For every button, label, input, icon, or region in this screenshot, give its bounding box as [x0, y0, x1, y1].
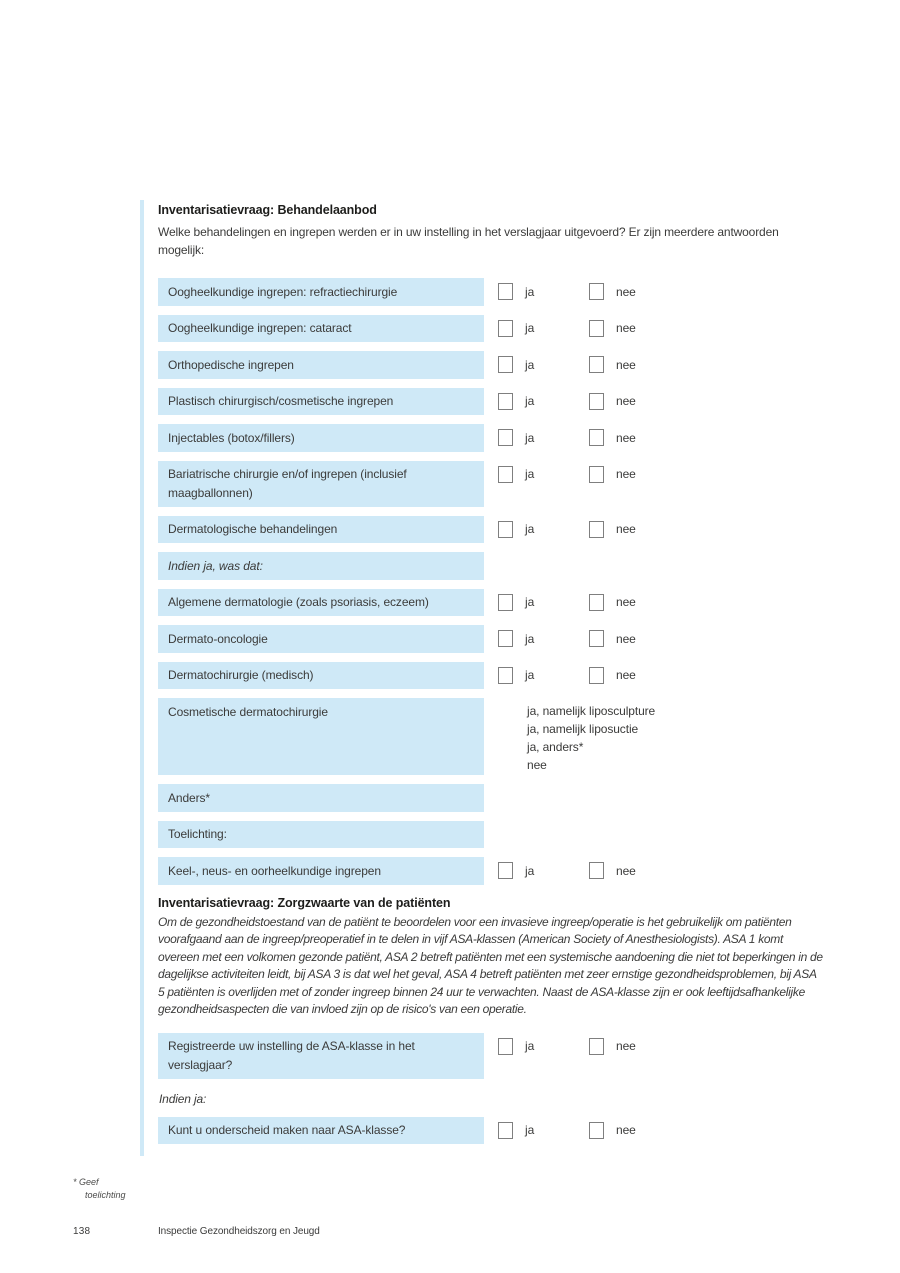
answer-ja: [498, 630, 589, 647]
checkbox-ja[interactable]: [498, 320, 513, 337]
checkbox-nee[interactable]: [589, 283, 604, 300]
footnote-line-1: [73, 1176, 126, 1189]
question-row: [158, 278, 823, 306]
question-label: Cosmetische dermatochirurgie: [158, 698, 484, 775]
footer-organization: Inspectie Gezondheidszorg en Jeugd: [158, 1226, 320, 1237]
answer-ja: [498, 320, 589, 337]
answer-ja: [498, 862, 589, 879]
answer-group: [498, 424, 680, 446]
answer-label-nee: nee: [616, 1123, 636, 1137]
answer-option: ja, anders*: [527, 740, 584, 754]
answer-label-nee: nee: [616, 863, 636, 878]
question-label: Injectables (botox/fillers): [158, 424, 484, 452]
checkbox-ja[interactable]: [498, 283, 513, 300]
answer-nee: [589, 320, 680, 337]
answer-ja: [498, 356, 589, 373]
checkbox-nee[interactable]: [589, 862, 604, 879]
answer-group: [498, 1117, 680, 1139]
answer-group: [498, 351, 680, 373]
answer-label-ja: ja: [525, 668, 535, 682]
question-label: Plastisch chirurgisch/cosmetische ingrepen: [158, 388, 484, 416]
section-intro-zorgzwaarte: Om de gezondheidstoestand van de patiënt te beoordelen voor een invasieve ingreep/operatie is het gebruikelijk om patiënten voorafgaand aan de ingreep/preoperatief in te delen in vijf ASA-klassen (American Society of Anesthesiologists). ASA 1 komt overeen met een volkomen gezonde patiënt, ASA 2 betreft patiënten met een systemische aandoening die niet tot beperkingen in de dagelijkse activiteiten leidt, bij ASA 3 is dat wel het geval, ASA 4 betreft patiënten met zeer ernstige gezondheidsproblemen, bij ASA 5 patiënten is overlijden met of zonder ingreep binnen 24 uur te verwachten. Naast de ASA-klasse zijn er ook leeftijdsafhankelijke gezondheidsaspecten die van invloed zijn op de risico's van een operatie.: [158, 914, 823, 1016]
answer-ja: [498, 521, 589, 538]
question-row: [158, 388, 823, 416]
answer-nee: [589, 594, 680, 611]
question-label: Dermatochirurgie (medisch): [158, 662, 484, 690]
checkbox-ja[interactable]: [498, 667, 513, 684]
page-number: 138: [73, 1226, 91, 1237]
question-row: [158, 424, 823, 452]
checkbox-ja[interactable]: [498, 466, 513, 483]
answer-label-ja: ja: [525, 321, 535, 335]
question-row: [158, 698, 823, 775]
checkbox-ja[interactable]: [498, 429, 513, 446]
answer-ja: [498, 1038, 589, 1055]
question-label: Orthopedische ingrepen: [158, 351, 484, 379]
answer-label-ja: ja: [525, 357, 535, 372]
answer-ja: [498, 667, 589, 684]
answer-label-ja: ja: [525, 284, 535, 299]
answer-label-ja: ja: [525, 1123, 535, 1137]
question-row: [158, 662, 823, 690]
answer-label-ja: ja: [525, 467, 535, 481]
footnote-text-1: Geef: [79, 1177, 99, 1187]
question-row: [158, 552, 823, 580]
question-row: [158, 625, 823, 653]
answer-label-nee: nee: [616, 595, 636, 609]
checkbox-ja[interactable]: [498, 356, 513, 373]
answer-group: [498, 662, 680, 684]
question-label: Anders*: [158, 784, 484, 812]
checkbox-nee[interactable]: [589, 320, 604, 337]
question-label: Toelichting:: [158, 821, 484, 849]
questionnaire-content: [158, 201, 823, 1153]
checkbox-nee[interactable]: [589, 429, 604, 446]
answer-group: [498, 461, 680, 483]
answer-label-nee: nee: [616, 321, 636, 335]
question-row: [158, 315, 823, 343]
question-row: [158, 351, 823, 379]
question-row: [158, 461, 823, 507]
question-label: Bariatrische chirurgie en/of ingrepen (inclusief maagballonnen): [158, 461, 484, 507]
answer-nee: [589, 356, 680, 373]
answer-label-nee: nee: [616, 357, 636, 372]
checkbox-nee[interactable]: [589, 356, 604, 373]
answer-label-ja: ja: [525, 1039, 535, 1053]
answer-group: [498, 516, 680, 538]
accent-bar: [140, 200, 144, 1156]
answer-label-nee: nee: [616, 522, 636, 536]
question-row: [158, 1117, 823, 1145]
answer-ja: [498, 466, 589, 483]
answer-label-nee: nee: [616, 1039, 636, 1053]
section-title-zorgzwaarte: Inventarisatievraag: Zorgzwaarte van de patiënten: [158, 895, 451, 910]
answer-label-nee: nee: [616, 430, 636, 445]
answer-nee: [589, 466, 680, 483]
footnote: [73, 1176, 126, 1202]
question-label: Registreerde uw instelling de ASA-klasse in het verslagjaar?: [158, 1033, 484, 1079]
answer-ja: [498, 429, 589, 446]
answer-label-nee: nee: [616, 394, 636, 408]
answer-nee: [589, 521, 680, 538]
question-row: [158, 821, 823, 849]
footnote-marker: *: [73, 1177, 77, 1187]
question-label: Oogheelkundige ingrepen: cataract: [158, 315, 484, 343]
answer-option: ja, namelijk liposuctie: [527, 722, 639, 736]
answer-option: ja, namelijk liposculpture: [527, 704, 656, 718]
checkbox-nee[interactable]: [589, 521, 604, 538]
answer-nee: [589, 667, 680, 684]
question-label: Oogheelkundige ingrepen: refractiechirurgie: [158, 278, 484, 306]
answer-group: [498, 315, 680, 337]
checkbox-ja[interactable]: [498, 393, 513, 410]
answer-nee: [589, 1122, 680, 1139]
checkbox-nee[interactable]: [589, 1038, 604, 1055]
answer-ja: [498, 594, 589, 611]
checkbox-ja[interactable]: [498, 1038, 513, 1055]
question-row: [158, 589, 823, 617]
section-intro-behandelaanbod: Welke behandelingen en ingrepen werden er in uw instelling in het verslagjaar uitgevoerd? Er zijn meerdere antwoorden mogelijk:: [158, 225, 779, 257]
question-label: Kunt u onderscheid maken naar ASA-klasse?: [158, 1117, 484, 1145]
answer-group: [498, 278, 680, 300]
question-label: Dermatologische behandelingen: [158, 516, 484, 544]
answer-group: [498, 1033, 680, 1055]
answer-ja: [498, 393, 589, 410]
checkbox-nee[interactable]: [589, 466, 604, 483]
checkbox-nee[interactable]: [589, 594, 604, 611]
answer-label-nee: nee: [616, 668, 636, 682]
conditional-note: Indien ja:: [159, 1091, 207, 1106]
checkbox-ja[interactable]: [498, 1122, 513, 1139]
question-row: [158, 784, 823, 812]
question-rows-behandelaanbod: [158, 278, 823, 885]
answer-nee: [589, 393, 680, 410]
answer-label-ja: ja: [525, 595, 535, 609]
answer-nee: [589, 862, 680, 879]
answer-label-nee: nee: [616, 467, 636, 481]
answer-group: [498, 625, 680, 647]
answer-option: nee: [527, 758, 547, 772]
question-rows-zorgzwaarte: [158, 1033, 823, 1145]
answer-nee: [589, 283, 680, 300]
question-label: Keel-, neus- en oorheelkundige ingrepen: [158, 857, 484, 885]
checkbox-ja[interactable]: [498, 862, 513, 879]
checkbox-nee[interactable]: [589, 630, 604, 647]
answer-label-nee: nee: [616, 631, 636, 646]
answer-label-ja: ja: [525, 631, 535, 646]
question-label: Dermato-oncologie: [158, 625, 484, 653]
question-row: [158, 516, 823, 544]
question-label: Algemene dermatologie (zoals psoriasis, eczeem): [158, 589, 484, 617]
checkbox-nee[interactable]: [589, 1122, 604, 1139]
answer-label-ja: ja: [525, 863, 535, 878]
checkbox-ja[interactable]: [498, 521, 513, 538]
answer-ja: [498, 1122, 589, 1139]
answer-label-ja: ja: [525, 522, 535, 536]
answer-ja: [498, 283, 589, 300]
checkbox-ja[interactable]: [498, 594, 513, 611]
answer-group: [498, 589, 680, 611]
answer-label-ja: ja: [525, 430, 535, 445]
answer-label-ja: ja: [525, 394, 535, 408]
question-row: [158, 857, 823, 885]
question-label: Indien ja, was dat:: [158, 552, 484, 580]
answer-nee: [589, 429, 680, 446]
checkbox-nee[interactable]: [589, 393, 604, 410]
answer-label-nee: nee: [616, 284, 636, 299]
question-row: [158, 1033, 823, 1079]
answer-options: [527, 698, 655, 774]
checkbox-nee[interactable]: [589, 667, 604, 684]
footnote-text-2: toelichting: [85, 1190, 126, 1200]
answer-nee: [589, 630, 680, 647]
section-title-behandelaanbod: Inventarisatievraag: Behandelaanbod: [158, 203, 377, 217]
answer-group: [498, 388, 680, 410]
answer-nee: [589, 1038, 680, 1055]
checkbox-ja[interactable]: [498, 630, 513, 647]
answer-group: [498, 857, 680, 879]
